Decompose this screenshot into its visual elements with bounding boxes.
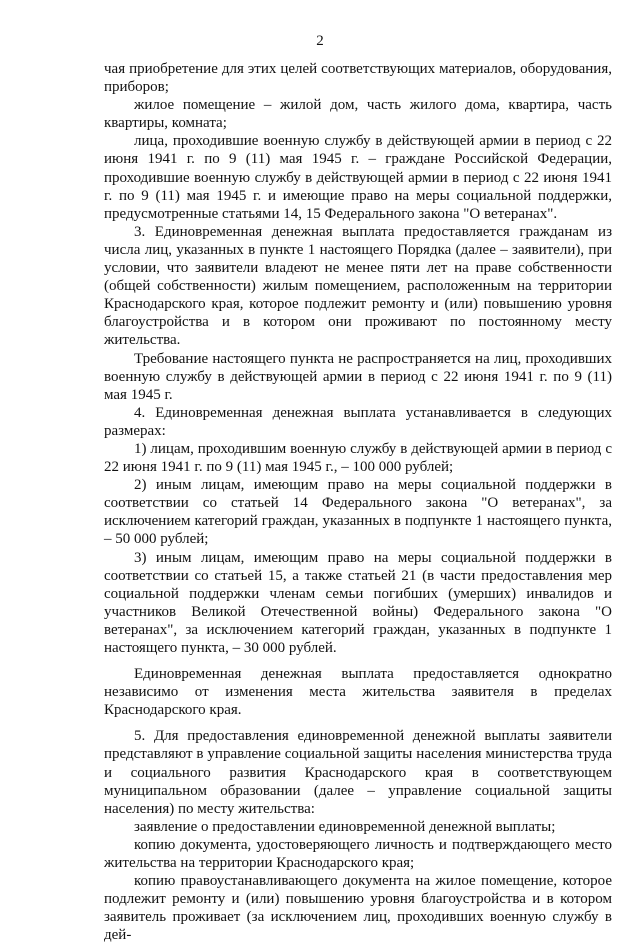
clause-4-item-1: 1) лицам, проходившим военную службу в действующей армии в период с 22 июня 1941 г. по 9 (11) мая 1945 г., – 100 000 рублей;	[104, 440, 612, 476]
clause-3-note: Требование настоящего пункта не распространяется на лиц, проходивших военную службу в действующей армии в период с 22 июня 1941 г. по 9 (11) мая 1945 г.	[104, 350, 612, 403]
clause-5-item-title-copy: копию правоустанавливающего документа на жилое помещение, которое подлежит ремонту и (или) повышению уровня благоустройства и в котором заявитель проживает (за исключением лиц, проходивших военную службу в дей-	[104, 873, 612, 944]
definition-military-service: лица, проходившие военную службу в действующей армии в период с 22 июня 1941 г. по 9 (11) мая 1945 г. – граждане Российской Федерации, проходившие военную службу в действующей армии в период с 22 июня 1941 г. по 9 (11) мая 1945 г. и имеющие право на меры социальной поддержки, предусмотренные статьями 14, 15 Федерального закона "О ветеранах".	[104, 133, 612, 222]
clause-3: 3. Единовременная денежная выплата предоставляется гражданам из числа лиц, указанных в пункте 1 настоящего Порядка (далее – заявители), при условии, что заявители владеют не менее пяти лет на праве собственности (общей собственности) жилым помещением, расположенным на территории Краснодарского края, которое подлежит ремонту и (или) повышению уровня благоустройства и в котором они проживают по постоянному месту жительства.	[104, 223, 612, 349]
document-body	[104, 60, 612, 945]
clause-4-item-2: 2) иным лицам, имеющим право на меры социальной поддержки в соответствии со статьей 14 Федерального закона "О ветеранах", за исключением категорий граждан, указанных в подпункте 1 настоящего пункта, – 50 000 рублей;	[104, 477, 612, 548]
clause-4-item-3: 3) иным лицам, имеющим право на меры социальной поддержки в соответствии со статьей 15, а также статьей 21 (в части предоставления мер социальной поддержки членам семьи погибших (умерших) инвалидов и участников Великой Отечественной войны) Федерального закона "О ветеранах", за исключением категорий граждан, указанных в подпункте 1 настоящего пункта, – 30 000 рублей.	[104, 549, 612, 656]
clause-5-item-application: заявление о предоставлении единовременной денежной выплаты;	[134, 818, 556, 835]
clause-4: 4. Единовременная денежная выплата устанавливается в следующих размерах:	[104, 404, 612, 439]
page-number: 2	[316, 33, 324, 49]
clause-5-item-identity-copy: копию документа, удостоверяющего личность и подтверждающего место жительства на территории Краснодарского края;	[104, 836, 612, 872]
paragraph-continuation: чая приобретение для этих целей соответствующих материалов, оборудования, приборов;	[104, 61, 612, 96]
definition-living-premises: жилое помещение – жилой дом, часть жилого дома, квартира, часть квартиры, комната;	[104, 97, 612, 132]
clause-5: 5. Для предоставления единовременной денежной выплаты заявители представляют в управление социальной защиты населения министерства труда и социального развития Краснодарского края в соответствующем муниципальном образовании (далее – управление социальной защиты населения) по месту жительства:	[104, 728, 612, 817]
clause-4-note: Единовременная денежная выплата предоставляется однократно независимо от изменения места жительства заявителя в пределах Краснодарского края.	[104, 666, 612, 719]
